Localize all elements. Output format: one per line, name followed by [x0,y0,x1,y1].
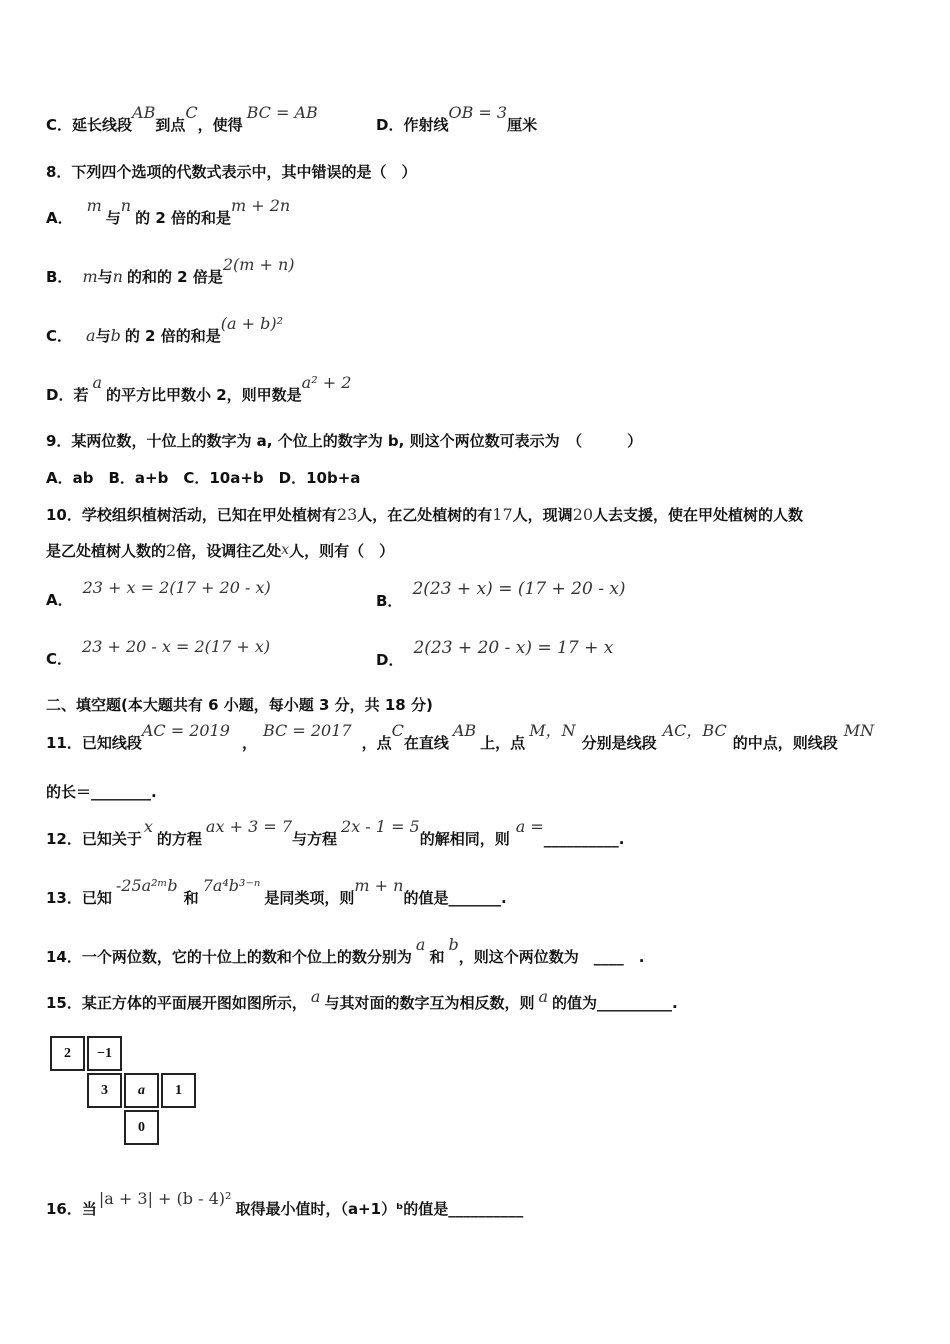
math-a-squared-plus-2: a² + 2 [301,373,352,392]
q10-option-c [46,637,271,669]
math-ob-eq-3: OB = 3 [448,103,508,122]
math-ab: AB [132,103,156,122]
q7-option-d-line [376,103,538,135]
num-17: 17 [492,505,513,524]
q7-c-text: 到点 [155,116,186,134]
q10-d-label: D． [376,651,404,669]
net-cell-a: a [124,1073,159,1108]
math-ac-bc: AC，BC [662,721,727,740]
math-a: a [86,326,96,345]
math-a: a [92,373,102,392]
q14-line [46,935,645,967]
math-m-plus-2n: m + 2n [231,196,291,215]
math-a-plus-b-squared: (a + b)² [220,314,283,333]
math-a-eq: a = [515,817,544,836]
net-cell-1: 1 [161,1073,196,1108]
q10-option-a [46,578,271,610]
q13-text: 是同类项，则 [264,889,355,907]
q10-option-d [376,638,614,670]
q15-line [46,987,678,1013]
q16-text: 16．当 [46,1200,97,1218]
q10-text: 人，则有（ ） [289,542,395,560]
q13-text: 13．已知 [46,889,112,907]
q11-text: ，点 [361,734,392,752]
q10-b-equation: 2(23 + x) = (17 + 20 - x) [412,579,626,599]
q15-text: 的值为__________. [552,994,678,1012]
math-7a4b3-n: 7a⁴b³⁻ⁿ [202,876,261,895]
q14-text: ，则这个两位数为 ____ . [458,948,645,966]
q7-option-c-line [46,103,318,135]
math-a: a [415,935,426,954]
q8-a-text1: 与 [105,209,121,227]
q12-blank: __________. [543,830,625,848]
num-2: 2 [166,541,177,560]
math-2x-minus-1-eq-5: 2x - 1 = 5 [341,817,420,836]
math-a: a [310,987,321,1006]
math-c: C [185,103,198,122]
q11-line1 [46,721,875,753]
q8-stem: 8．下列四个选项的代数式表示中，其中错误的是（ ） [46,163,417,181]
q8-option-c [46,314,283,346]
q12-text: 的方程 [156,830,202,848]
num-23: 23 [336,505,358,524]
math-neg-25a2mb: -25a²ᵐb [115,876,178,895]
net-cell-2: 2 [50,1036,85,1071]
math-c: C [391,721,404,740]
math-b: b [110,326,121,345]
q11-line2: 的长＝________. [46,783,157,801]
q10-text: 人去支援，使在甲处植树的人数 [593,506,804,524]
math-x: x [281,542,290,558]
q8-c-label: C． [46,327,73,345]
q7-c-label: C．延长线段 [46,116,133,134]
math-m-plus-n: m + n [354,876,404,895]
q10-text: 人，现调 [512,506,573,524]
q10-stem-line2 [46,541,394,562]
math-n: n [120,196,132,215]
q10-text: 10．学校组织植树活动，已知在甲处植树有 [46,506,337,524]
q13-line [46,876,507,908]
q8-b-label: B． [46,268,73,286]
math-n: n [112,267,123,286]
q12-text: 的解相同，则 [419,830,510,848]
math-abs-a-plus-3-plus-b-minus-4-sq: |a + 3| + (b - 4)² [98,1189,232,1208]
q10-b-label: B． [376,592,403,610]
math-ax-plus-3-eq-7: ax + 3 = 7 [205,817,292,836]
q11-text: 的中点，则线段 [732,734,838,752]
q10-option-b [376,579,626,611]
q10-stem-line1 [46,505,803,525]
q11-text: 在直线 [403,734,449,752]
q16-text: 取得最小值时，（a+1）ᵇ的值是__________ [235,1200,524,1218]
math-a: a [538,987,548,1006]
q8-a-text2: 的 2 倍的和是 [135,209,231,227]
math-m-n: M，N [529,721,576,740]
math-b: b [448,935,459,954]
q7-d-text: 厘米 [507,116,538,134]
math-m: m [82,267,98,286]
math-bc-2017: BC = 2017 [262,721,352,740]
q15-text: 15．某正方体的平面展开图如图所示， [46,994,307,1012]
q8-option-d [46,373,352,405]
cube-net-figure [50,1036,210,1156]
q7-c-text2: ，使得 [197,116,243,134]
q10-text: 是乙处植树人数的 [46,542,167,560]
num-20: 20 [572,505,593,524]
q11-text: 11．已知线段 [46,734,142,752]
q8-a-label: A． [46,209,73,227]
q11-text: 分别是线段 [581,734,657,752]
q13-text: 的值是_______. [403,889,507,907]
q10-c-label: C． [46,650,73,668]
q15-text: 与其对面的数字互为相反数，则 [324,994,535,1012]
q8-b-text2: 的和的 2 倍是 [126,268,223,286]
q11-text: 上，点 [480,734,526,752]
q10-text: 人，在乙处植树的有 [357,506,493,524]
q10-d-equation: 2(23 + 20 - x) = 17 + x [413,638,614,658]
q9-options: A．ab B．a+b C．10a+b D．10b+a [46,469,361,487]
math-2-m-plus-n: 2(m + n) [222,255,295,274]
q12-text: 与方程 [292,830,338,848]
q8-d-text: 的平方比甲数小 2，则甲数是 [106,386,302,404]
section-title: 二、填空题(本大题共有 6 小题，每小题 3 分，共 18 分) [46,696,433,714]
q10-a-label: A． [46,591,73,609]
q10-a-equation: 23 + x = 2(17 + 20 - x) [82,578,271,597]
q13-text: 和 [183,889,199,907]
q7-d-label: D．作射线 [376,116,449,134]
q8-option-b [46,255,295,287]
q14-text: 14．一个两位数，它的十位上的数和个位上的数分别为 [46,948,412,966]
q8-c-text2: 的 2 倍的和是 [124,327,221,345]
q10-c-equation: 23 + 20 - x = 2(17 + x) [82,637,271,656]
net-cell-neg1: −1 [87,1036,122,1071]
q12-text: 12．已知关于 [46,830,142,848]
q11-text: ， [241,734,257,752]
q8-option-a [46,196,291,228]
q12-line [46,817,625,849]
q9-stem: 9．某两位数，十位上的数字为 a, 个位上的数字为 b, 则这个两位数可表示为 （ ） [46,432,643,450]
q10-text: 倍，设调往乙处 [176,542,282,560]
math-ac-2019: AC = 2019 [141,721,230,740]
q14-text: 和 [429,948,445,966]
q8-d-label: D．若 [46,386,89,404]
net-cell-3: 3 [87,1073,122,1108]
net-cell-0: 0 [124,1110,159,1145]
q8-b-text1: 与 [97,268,113,286]
math-bc-eq-ab: BC = AB [246,103,318,122]
q8-c-text1: 与 [95,327,111,345]
q16-line [46,1189,524,1219]
math-ab: AB [452,721,477,740]
math-m: m [86,196,102,215]
math-mn: MN [843,721,875,740]
math-x: x [143,817,153,836]
